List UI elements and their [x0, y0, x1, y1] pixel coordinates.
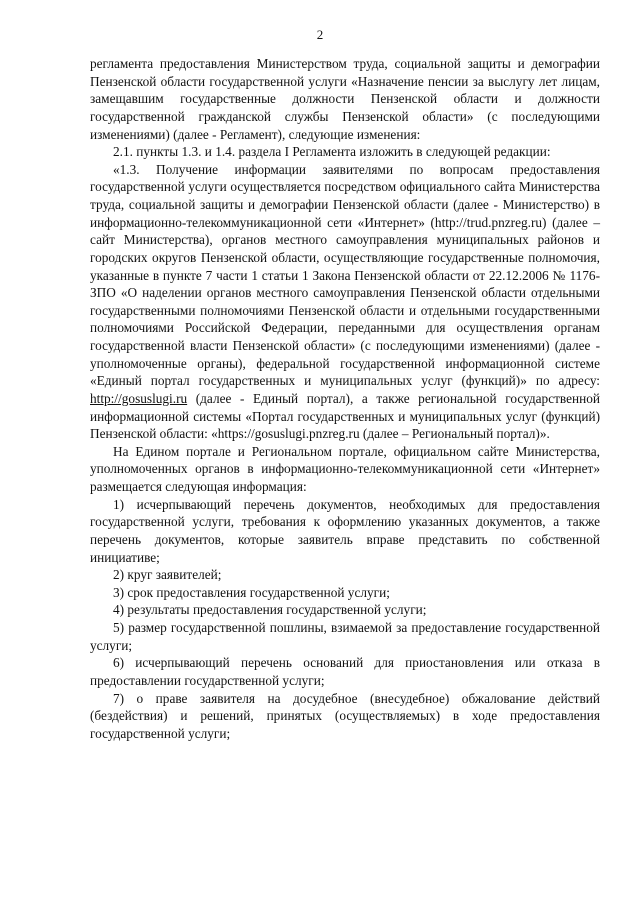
list-item: 6) исчерпывающий перечень оснований для приостановления или отказа в предоставлении государственной услуги; — [90, 655, 600, 688]
clause-1-3-text-end: (далее - Единый портал), а также региональной государственной информационной системы «Портал государственных и муниципальных услуг (функций) Пензенской области: «https://gosuslugi.pnzreg.ru (далее – Региональный портал)». — [90, 390, 600, 442]
portal-info-paragraph: На Едином портале и Региональном портале, официальном сайте Министерства, уполномоченных органов в информационно-телекоммуникационной сети «Интернет» размещается следующая информация: — [90, 443, 600, 494]
intro-paragraph: регламента предоставления Министерством труда, социальной защиты и демографии Пензенской области государственной услуги «Назначение пенсии за выслугу лет лицам, замещавшим государственные должности Пензенской области и должности государственной гражданской службы Пензенской области» (с последующими изменениями) (далее - Регламент), следующие изменения: — [90, 56, 600, 142]
document-body — [90, 55, 600, 742]
list-item: 7) о праве заявителя на досудебное (внесудебное) обжалование действий (бездействия) и решений, принятых (осуществляемых) в ходе предоставления государственной услуги; — [90, 690, 600, 741]
list-item: 1) исчерпывающий перечень документов, необходимых для предоставления государственной услуги, требования к оформлению указанных документов, а также перечень документов, которые заявитель вправе представить по собственной инициативе; — [90, 496, 600, 565]
clause-1-3-text-start: «1.3. Получение информации заявителями по вопросам предоставления государственной услуги осуществляется посредством официального сайта Министерства труда, социальной защиты и демографии Пензенской области (далее - Министерство) в информационно-телекоммуникационной сети «Интернет» (http://trud.pnzreg.ru) (далее – сайт Министерства), органов местного самоуправления муниципальных районов и городских округов Пензенской области, осуществляющие государственные полномочия, указанные в пункте 7 части 1 статьи 1 Закона Пензенской области от 22.12.2006 № 1176-ЗПО «О наделении органов местного самоуправления Пензенской области отдельными государственными полномочиями Пензенской области и отдельными государственными полномочиями Российской Федерации, переданными для осуществления органам государственной власти Пензенской области» (с последующими изменениями) (далее - уполномоченные органы), федеральной государственной информационной системе «Единый портал государственных и муниципальных услуг (функций)» по адресу: — [90, 161, 600, 389]
clause-1-3-paragraph — [90, 161, 600, 443]
gosuslugi-link[interactable]: http://gosuslugi.ru — [90, 390, 188, 406]
list-item: 3) срок предоставления государственной услуги; — [113, 584, 390, 600]
list-item: 4) результаты предоставления государственной услуги; — [113, 602, 427, 618]
page-number: 2 — [316, 27, 324, 42]
list-item: 5) размер государственной пошлины, взимаемой за предоставление государственной услуги; — [90, 620, 600, 653]
list-item: 2) круг заявителей; — [113, 567, 222, 583]
clause-2-1-paragraph: 2.1. пункты 1.3. и 1.4. раздела I Регламента изложить в следующей редакции: — [113, 144, 551, 160]
